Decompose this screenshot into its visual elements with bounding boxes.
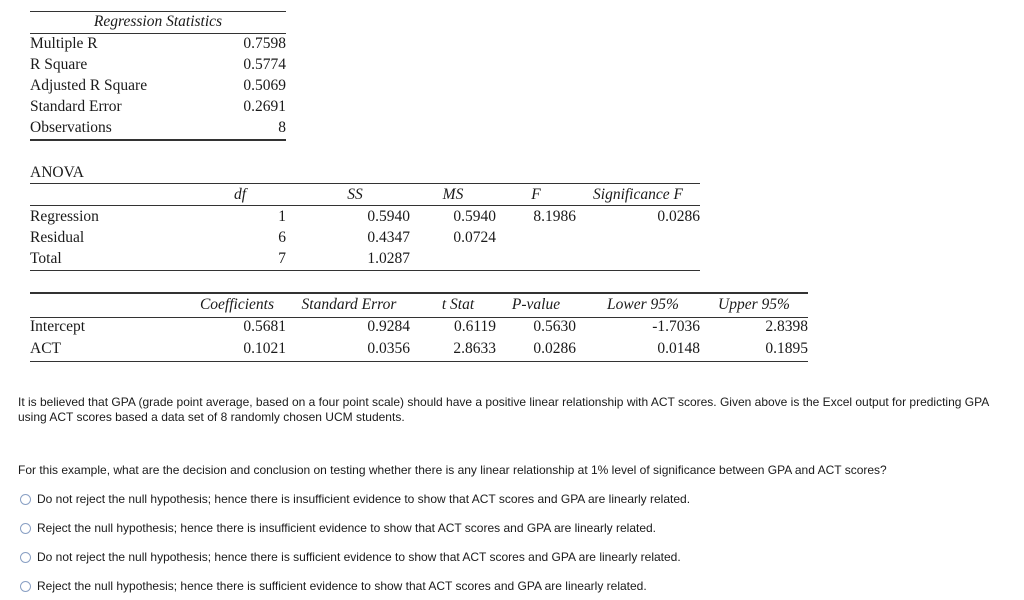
coef-upper-95: 0.1895 [765, 340, 808, 357]
coef-header-p-value: P-value [511, 296, 561, 313]
stat-value: 0.5774 [243, 56, 286, 73]
stat-value: 0.2691 [243, 98, 286, 115]
anova-bottom-rule [30, 270, 700, 271]
coef-p-value: 0.0286 [533, 340, 576, 357]
coef-t-stat: 0.6119 [453, 318, 496, 335]
radio-button[interactable] [20, 523, 31, 534]
stat-label: R Square [30, 56, 88, 73]
coef-t-stat: 2.8633 [453, 340, 496, 357]
anova-df: 7 [278, 250, 286, 267]
coef-header-standard-error: Standard Error [301, 296, 397, 313]
coef-row-label: Intercept [30, 318, 86, 335]
coef-header-t-stat: t Stat [441, 296, 475, 313]
regression-statistics-title: Regression Statistics [93, 13, 223, 30]
anova-df: 1 [278, 208, 286, 225]
coef-bottom-rule [30, 361, 808, 362]
anova-f: 8.1986 [533, 208, 576, 225]
coef-lower-95: 0.0148 [657, 340, 700, 357]
anova-title: ANOVA [30, 164, 84, 181]
anova-df: 6 [278, 229, 286, 246]
anova-header-significance-f: Significance F [593, 186, 683, 203]
anova-header-rule [30, 205, 700, 206]
coef-p-value: 0.5630 [533, 318, 576, 335]
answer-option-label[interactable]: Reject the null hypothesis; hence there is insufficient evidence to show that ACT scores and GPA are linearly related. [37, 521, 657, 535]
anova-ss: 1.0287 [367, 250, 410, 267]
radio-button[interactable] [20, 552, 31, 563]
problem-description: It is believed that GPA (grade point average, based on a four point scale) should have a positive linear relationship with ACT scores. Given above is the Excel output for predicting GPA using ACT scores based a data set of 8 randomly chosen UCM students. [18, 395, 989, 424]
anova-header-df: df [233, 186, 247, 203]
anova-ms: 0.5940 [453, 208, 496, 225]
answer-option-label[interactable]: Reject the null hypothesis; hence there is sufficient evidence to show that ACT scores and GPA are linearly related. [37, 579, 647, 593]
anova-ss: 0.5940 [367, 208, 410, 225]
anova-top-rule [30, 183, 700, 184]
coef-value: 0.1021 [243, 340, 286, 357]
stat-label: Standard Error [30, 98, 122, 115]
stat-label: Observations [30, 119, 112, 136]
radio-button[interactable] [20, 494, 31, 505]
coef-row-label: ACT [30, 340, 61, 357]
coef-value: 0.5681 [243, 318, 286, 335]
anova-header-ss: SS [347, 186, 363, 203]
table-top-rule [30, 11, 286, 12]
anova-row-label: Residual [30, 229, 85, 246]
question-text: For this example, what are the decision and conclusion on testing whether there is any linear relationship at 1% level of significance between GPA and ACT scores? [18, 463, 887, 477]
anova-significance-f: 0.0286 [657, 208, 700, 225]
coef-top-rule [30, 292, 808, 294]
anova-row-label: Total [30, 250, 62, 267]
table-header-rule [30, 33, 286, 34]
stat-value: 0.5069 [243, 77, 286, 94]
radio-button[interactable] [20, 581, 31, 592]
stat-value: 8 [278, 119, 286, 136]
coef-standard-error: 0.9284 [367, 318, 410, 335]
coef-upper-95: 2.8398 [765, 318, 808, 335]
anova-ms: 0.0724 [453, 229, 496, 246]
stat-value: 0.7598 [243, 35, 286, 52]
answer-option-label[interactable]: Do not reject the null hypothesis; hence there is insufficient evidence to show that ACT scores and GPA are linearly related. [37, 492, 691, 506]
coef-header-coefficients: Coefficients [199, 296, 275, 313]
coef-header-lower-95: Lower 95% [607, 296, 679, 313]
anova-header-f: F [531, 186, 541, 203]
coef-standard-error: 0.0356 [367, 340, 410, 357]
anova-header-ms: MS [442, 186, 464, 203]
stat-label: Adjusted R Square [30, 77, 148, 94]
coef-header-upper-95: Upper 95% [718, 296, 790, 313]
coef-lower-95: -1.7036 [652, 318, 700, 335]
anova-row-label: Regression [30, 208, 99, 225]
anova-ss: 0.4347 [367, 229, 410, 246]
answer-option-label[interactable]: Do not reject the null hypothesis; hence there is sufficient evidence to show that ACT scores and GPA are linearly related. [37, 550, 681, 564]
stat-label: Multiple R [30, 35, 98, 52]
table-bottom-rule [30, 139, 286, 141]
